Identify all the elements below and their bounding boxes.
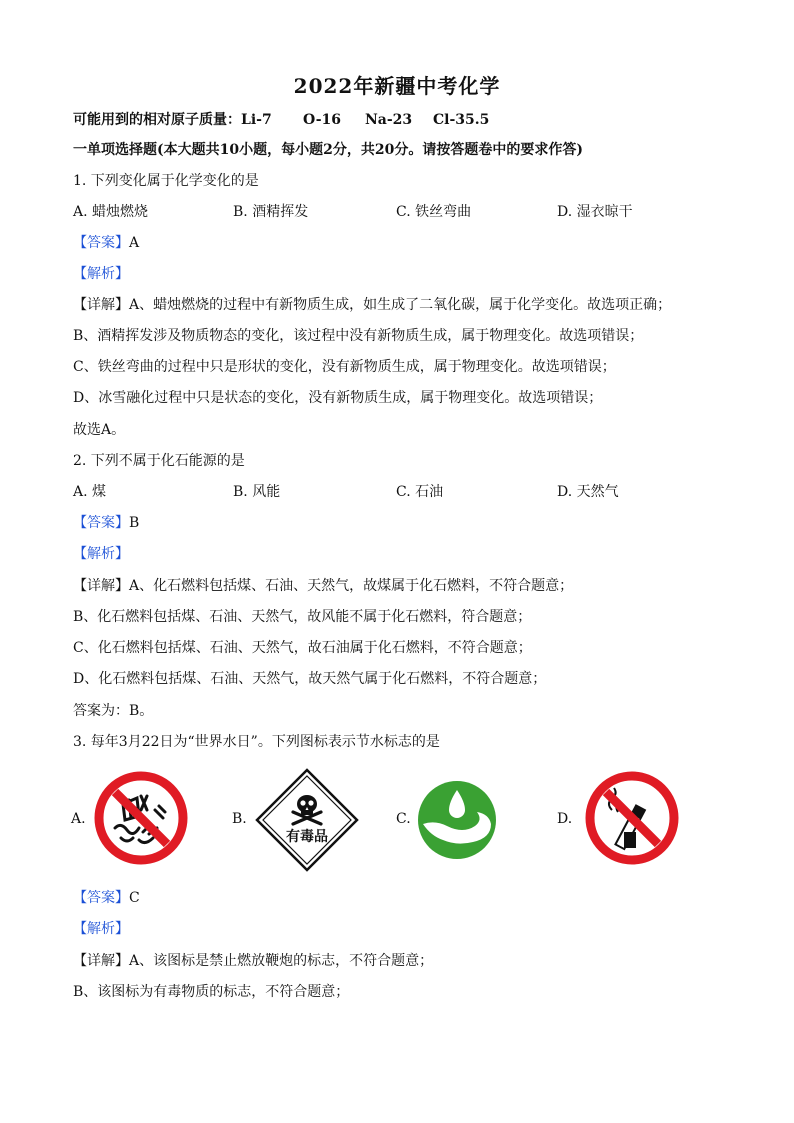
q3-stem: 3. 每年3月22日为“世界水日”。下列图标表示节水标志的是	[73, 734, 440, 750]
q3-detail-line: 【详解】A、该图标是禁止燃放鞭炮的标志，不符合题意；	[73, 953, 434, 969]
q2-detail-line: B、化石燃料包括煤、石油、天然气，故风能不属于化石燃料，符合题意；	[73, 609, 532, 625]
water-saving-sign-icon	[417, 780, 497, 860]
q1-detail-line: C、铁丝弯曲的过程中只是形状的变化，没有新物质生成，属于物理变化。故选项错误；	[73, 359, 616, 375]
q2-answer-value: B	[129, 515, 140, 531]
q1-option-b: B. 酒精挥发	[233, 204, 309, 220]
atomic-mass-cl: Cl-35.5	[433, 112, 490, 128]
q3-option-d-label: D.	[557, 811, 573, 827]
q1-detail-line: 故选A。	[73, 422, 126, 438]
q1-detail-line: D、冰雪融化过程中只是状态的变化，没有新物质生成，属于物理变化。故选项错误；	[73, 390, 603, 406]
q1-answer-value: A	[129, 235, 140, 251]
page-title: 2022年新疆中考化学	[293, 74, 501, 98]
q1-answer-label: 【答案】	[73, 235, 129, 251]
q2-detail-line: D、化石燃料包括煤、石油、天然气，故天然气属于化石燃料，不符合题意；	[73, 671, 547, 687]
q1-option-d: D. 湿衣晾干	[557, 204, 633, 220]
toxic-sign-text: 有毒品	[286, 829, 328, 845]
q3-analysis	[73, 919, 129, 939]
q3-answer-label: 【答案】	[73, 890, 129, 906]
q3-option-b-label: B.	[232, 811, 247, 827]
toxic-substance-sign-icon	[255, 768, 359, 872]
q2-stem: 2. 下列不属于化石能源的是	[73, 453, 245, 469]
q2-detail-line: 【详解】A、化石燃料包括煤、石油、天然气，故煤属于化石燃料，不符合题意；	[73, 578, 574, 594]
q2-option-a: A. 煤	[73, 484, 107, 500]
atomic-mass-label: 可能用到的相对原子质量：	[73, 112, 241, 128]
q1-option-a: A. 蜡烛燃烧	[73, 204, 149, 220]
q1-analysis	[73, 264, 129, 284]
q2-option-c: C. 石油	[396, 484, 444, 500]
atomic-mass-na: Na-23	[365, 112, 413, 128]
q2-analysis-label: 【解析】	[73, 546, 129, 562]
atomic-mass-line	[73, 110, 489, 130]
q2-answer	[73, 513, 139, 533]
q3-analysis-label: 【解析】	[73, 921, 129, 937]
atomic-mass-o: O-16	[303, 112, 342, 128]
q1-answer	[73, 233, 139, 253]
q2-analysis	[73, 544, 129, 564]
q2-detail-line: 答案为：B。	[73, 703, 154, 719]
no-firecracker-sign-icon	[93, 770, 189, 866]
no-smoking-sign-icon	[584, 770, 680, 866]
q1-stem: 1. 下列变化属于化学变化的是	[73, 173, 259, 189]
atomic-mass-li: Li-7	[241, 112, 272, 128]
section-heading: 一单项选择题(本大题共10小题，每小题2分，共20分。请按答题卷中的要求作答)	[73, 142, 583, 158]
q3-option-c-label: C.	[396, 811, 411, 827]
q3-answer-value: C	[129, 890, 140, 906]
q1-detail-line: 【详解】A、蜡烛燃烧的过程中有新物质生成，如生成了二氧化碳，属于化学变化。故选项正确；	[73, 297, 672, 313]
q1-detail-line: B、酒精挥发涉及物质物态的变化，该过程中没有新物质生成，属于物理变化。故选项错误；	[73, 328, 644, 344]
q3-detail-line: B、该图标为有毒物质的标志，不符合题意；	[73, 984, 350, 1000]
q3-option-a-label: A.	[71, 811, 86, 827]
q2-answer-label: 【答案】	[73, 515, 129, 531]
q2-detail-line: C、化石燃料包括煤、石油、天然气，故石油属于化石燃料，不符合题意；	[73, 640, 532, 656]
q3-answer	[73, 888, 140, 908]
q1-analysis-label: 【解析】	[73, 266, 129, 282]
q1-option-c: C. 铁丝弯曲	[396, 204, 472, 220]
q2-option-b: B. 风能	[233, 484, 281, 500]
q2-option-d: D. 天然气	[557, 484, 619, 500]
